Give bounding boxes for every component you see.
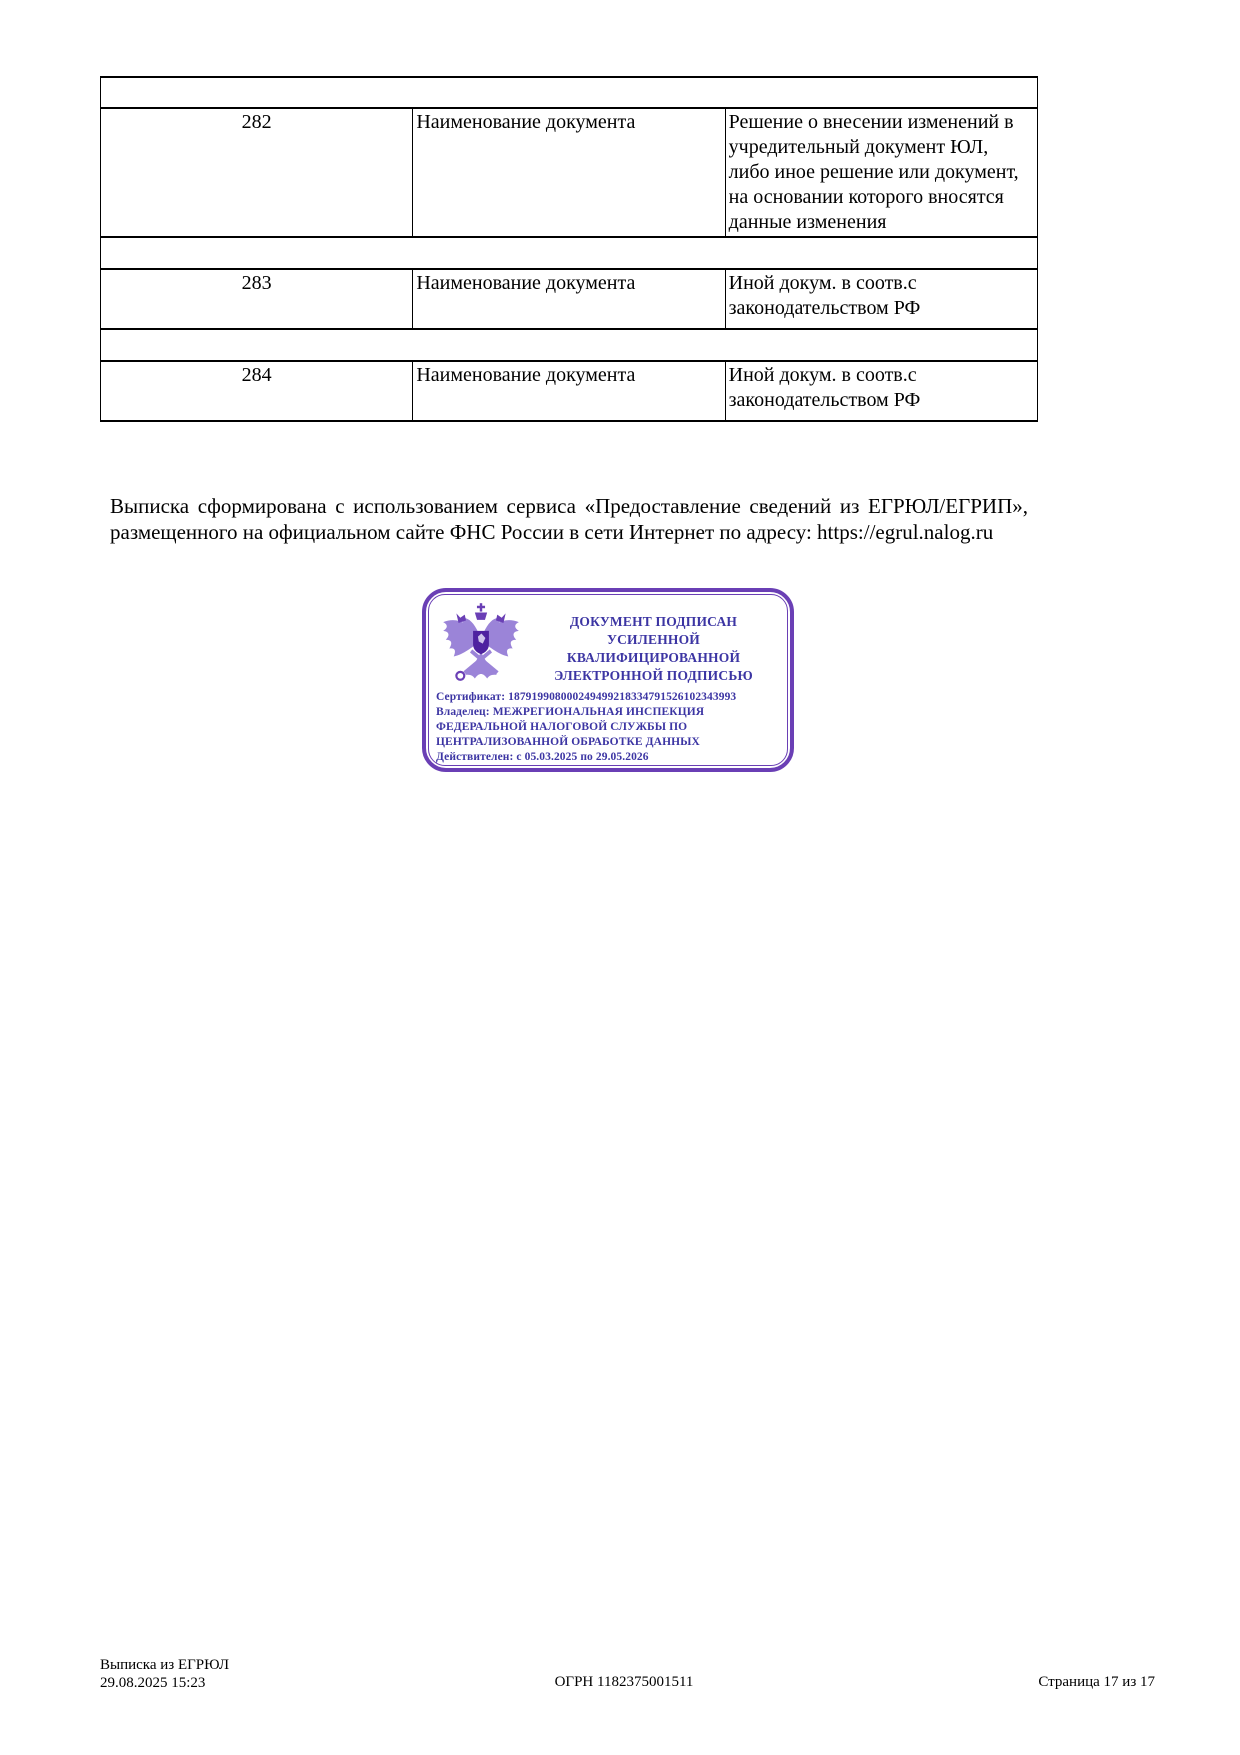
attribute-value-cell: Иной докум. в соотв.с законодательством РФ (725, 361, 1037, 421)
attribute-value-cell: Иной докум. в соотв.с законодательством РФ (725, 269, 1037, 329)
table-row (101, 108, 1038, 237)
coat-of-arms-icon (436, 601, 526, 689)
table-spacer-row (101, 329, 1038, 361)
certificate-line (436, 690, 777, 705)
certificate-value: 187919908000249499218334791526102343993 (508, 691, 737, 703)
stamp-title (530, 600, 777, 689)
spacer-cell (101, 77, 1038, 108)
stamp-title-line: УСИЛЕННОЙ КВАЛИФИЦИРОВАННОЙ (566, 632, 741, 665)
spacer-cell (101, 237, 1038, 269)
row-number-cell: 284 (101, 361, 413, 421)
service-note: Выписка сформирована с использованием сервиса «Предоставление сведений из ЕГРЮЛ/ЕГРИП», размещенного на официальном сайте ФНС России в сети Интернет по адресу: https://egrul.nalog.ru (110, 494, 1028, 544)
owner-line (436, 705, 777, 750)
spacer-cell (101, 329, 1038, 361)
stamp-title-line: ДОКУМЕНТ ПОДПИСАН (569, 614, 738, 629)
validity-value: с 05.03.2025 по 29.05.2026 (516, 751, 649, 763)
footer-ogrn: ОГРН 1182375001511 (554, 1674, 694, 1690)
owner-label: Владелец: (436, 706, 490, 718)
attribute-name-cell: Наименование документа (413, 269, 725, 329)
stamp-title-line: ЭЛЕКТРОННОЙ ПОДПИСЬЮ (554, 668, 753, 683)
footer-datetime: 29.08.2025 15:23 (100, 1675, 206, 1691)
validity-label: Действителен: (436, 751, 514, 763)
validity-line (436, 750, 777, 765)
attribute-name-cell: Наименование документа (413, 108, 725, 237)
certificate-label: Сертификат: (436, 691, 506, 703)
table-header-spacer-row (101, 77, 1038, 108)
attribute-name-cell: Наименование документа (413, 361, 725, 421)
table-spacer-row (101, 237, 1038, 269)
signature-stamp-inner (428, 594, 788, 766)
footer-doc-type: Выписка из ЕГРЮЛ (100, 1657, 229, 1673)
signature-stamp (422, 588, 794, 772)
attribute-value-cell: Решение о внесении изменений в учредительный документ ЮЛ, либо иное решение или документ, на основании которого вносятся данные изменения (725, 108, 1037, 237)
table-row (101, 361, 1038, 421)
row-number-cell: 283 (101, 269, 413, 329)
row-number-cell: 282 (101, 108, 413, 237)
footer-page-number: Страница 17 из 17 (1038, 1674, 1155, 1690)
owner-value: МЕЖРЕГИОНАЛЬНАЯ ИНСПЕКЦИЯ ФЕДЕРАЛЬНОЙ НАЛОГОВОЙ СЛУЖБЫ ПО ЦЕНТРАЛИЗОВАННОЙ ОБРАБОТКЕ ДАННЫХ (436, 706, 705, 748)
documents-table (100, 76, 1038, 422)
table-row (101, 269, 1038, 329)
